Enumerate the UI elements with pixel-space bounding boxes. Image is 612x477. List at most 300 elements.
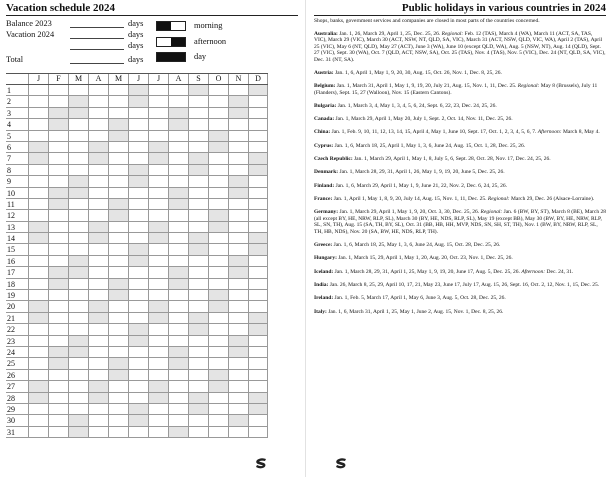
day-cell[interactable] (128, 85, 148, 95)
day-cell[interactable] (148, 415, 168, 425)
day-cell[interactable] (108, 256, 128, 266)
day-cell[interactable] (208, 210, 228, 220)
day-cell[interactable] (208, 404, 228, 414)
day-cell[interactable] (248, 415, 268, 425)
day-cell[interactable] (248, 210, 268, 220)
day-cell[interactable] (88, 415, 108, 425)
day-cell[interactable] (248, 267, 268, 277)
day-cell[interactable] (28, 108, 48, 118)
day-cell[interactable] (148, 347, 168, 357)
day-cell[interactable] (68, 404, 88, 414)
day-cell[interactable] (68, 119, 88, 129)
day-cell[interactable] (108, 267, 128, 277)
day-cell[interactable] (108, 119, 128, 129)
day-cell[interactable] (168, 336, 188, 346)
day-cell[interactable] (88, 267, 108, 277)
day-cell[interactable] (188, 153, 208, 163)
day-cell[interactable] (28, 96, 48, 106)
day-cell[interactable] (228, 96, 248, 106)
day-cell[interactable] (68, 336, 88, 346)
day-cell[interactable] (88, 85, 108, 95)
day-cell[interactable] (68, 427, 88, 437)
day-cell[interactable] (188, 347, 208, 357)
day-cell[interactable] (148, 153, 168, 163)
day-cell[interactable] (248, 96, 268, 106)
day-cell[interactable] (248, 301, 268, 311)
day-cell[interactable] (88, 119, 108, 129)
day-cell[interactable] (188, 108, 208, 118)
day-cell[interactable] (68, 393, 88, 403)
day-cell[interactable] (28, 336, 48, 346)
day-cell[interactable] (48, 358, 68, 368)
day-cell[interactable] (228, 199, 248, 209)
day-cell[interactable] (168, 119, 188, 129)
day-cell[interactable] (248, 279, 268, 289)
day-cell[interactable] (168, 404, 188, 414)
day-cell[interactable] (188, 427, 208, 437)
day-cell[interactable] (108, 404, 128, 414)
day-cell[interactable] (188, 256, 208, 266)
day-cell[interactable] (68, 301, 88, 311)
day-cell[interactable] (208, 415, 228, 425)
day-cell[interactable] (108, 358, 128, 368)
day-cell[interactable] (108, 85, 128, 95)
day-cell[interactable] (168, 233, 188, 243)
day-cell[interactable] (168, 96, 188, 106)
day-cell[interactable] (148, 290, 168, 300)
day-cell[interactable] (188, 119, 208, 129)
day-cell[interactable] (28, 313, 48, 323)
day-cell[interactable] (208, 131, 228, 141)
day-cell[interactable] (188, 96, 208, 106)
day-cell[interactable] (48, 301, 68, 311)
day-cell[interactable] (248, 108, 268, 118)
day-cell[interactable] (68, 85, 88, 95)
day-cell[interactable] (48, 347, 68, 357)
day-cell[interactable] (48, 244, 68, 254)
day-cell[interactable] (128, 176, 148, 186)
day-cell[interactable] (68, 199, 88, 209)
day-cell[interactable] (168, 313, 188, 323)
day-cell[interactable] (228, 131, 248, 141)
day-cell[interactable] (188, 85, 208, 95)
day-cell[interactable] (228, 244, 248, 254)
day-cell[interactable] (228, 336, 248, 346)
day-cell[interactable] (48, 370, 68, 380)
day-cell[interactable] (208, 85, 228, 95)
day-cell[interactable] (28, 233, 48, 243)
day-cell[interactable] (228, 176, 248, 186)
day-cell[interactable] (108, 313, 128, 323)
day-cell[interactable] (108, 153, 128, 163)
day-cell[interactable] (128, 165, 148, 175)
day-cell[interactable] (28, 290, 48, 300)
day-cell[interactable] (148, 358, 168, 368)
day-cell[interactable] (248, 381, 268, 391)
day-cell[interactable] (88, 142, 108, 152)
day-cell[interactable] (148, 324, 168, 334)
day-cell[interactable] (228, 142, 248, 152)
day-cell[interactable] (208, 393, 228, 403)
day-cell[interactable] (28, 370, 48, 380)
day-cell[interactable] (88, 165, 108, 175)
day-cell[interactable] (248, 290, 268, 300)
day-cell[interactable] (108, 393, 128, 403)
day-cell[interactable] (128, 324, 148, 334)
day-cell[interactable] (168, 279, 188, 289)
day-cell[interactable] (168, 347, 188, 357)
day-cell[interactable] (228, 427, 248, 437)
day-cell[interactable] (188, 131, 208, 141)
day-cell[interactable] (88, 393, 108, 403)
day-cell[interactable] (88, 290, 108, 300)
day-cell[interactable] (88, 404, 108, 414)
day-cell[interactable] (168, 222, 188, 232)
day-cell[interactable] (148, 142, 168, 152)
day-cell[interactable] (68, 244, 88, 254)
day-cell[interactable] (128, 153, 148, 163)
day-cell[interactable] (28, 256, 48, 266)
day-cell[interactable] (148, 210, 168, 220)
day-cell[interactable] (188, 244, 208, 254)
day-cell[interactable] (28, 415, 48, 425)
day-cell[interactable] (88, 96, 108, 106)
day-cell[interactable] (168, 267, 188, 277)
day-cell[interactable] (148, 131, 168, 141)
day-cell[interactable] (48, 313, 68, 323)
day-cell[interactable] (28, 210, 48, 220)
day-cell[interactable] (48, 199, 68, 209)
day-cell[interactable] (108, 176, 128, 186)
day-cell[interactable] (228, 279, 248, 289)
day-cell[interactable] (108, 301, 128, 311)
day-cell[interactable] (48, 153, 68, 163)
day-cell[interactable] (148, 96, 168, 106)
day-cell[interactable] (208, 427, 228, 437)
day-cell[interactable] (128, 404, 148, 414)
day-cell[interactable] (188, 290, 208, 300)
day-cell[interactable] (228, 301, 248, 311)
day-cell[interactable] (188, 381, 208, 391)
day-cell[interactable] (248, 347, 268, 357)
day-cell[interactable] (128, 222, 148, 232)
day-cell[interactable] (48, 290, 68, 300)
day-cell[interactable] (128, 279, 148, 289)
day-cell[interactable] (208, 290, 228, 300)
day-cell[interactable] (68, 347, 88, 357)
day-cell[interactable] (148, 165, 168, 175)
day-cell[interactable] (228, 188, 248, 198)
day-cell[interactable] (128, 336, 148, 346)
day-cell[interactable] (148, 381, 168, 391)
day-cell[interactable] (228, 381, 248, 391)
day-cell[interactable] (108, 244, 128, 254)
day-cell[interactable] (168, 324, 188, 334)
day-cell[interactable] (248, 222, 268, 232)
day-cell[interactable] (188, 370, 208, 380)
day-cell[interactable] (208, 336, 228, 346)
day-cell[interactable] (228, 393, 248, 403)
day-cell[interactable] (208, 233, 228, 243)
day-cell[interactable] (48, 267, 68, 277)
day-cell[interactable] (28, 427, 48, 437)
day-cell[interactable] (128, 119, 148, 129)
day-cell[interactable] (168, 153, 188, 163)
day-cell[interactable] (48, 381, 68, 391)
day-cell[interactable] (208, 96, 228, 106)
day-cell[interactable] (108, 222, 128, 232)
day-cell[interactable] (168, 256, 188, 266)
day-cell[interactable] (228, 290, 248, 300)
day-cell[interactable] (88, 153, 108, 163)
day-cell[interactable] (228, 233, 248, 243)
day-cell[interactable] (148, 222, 168, 232)
balance-entry-line[interactable] (70, 49, 124, 50)
day-cell[interactable] (28, 347, 48, 357)
day-cell[interactable] (228, 313, 248, 323)
day-cell[interactable] (128, 188, 148, 198)
day-cell[interactable] (88, 347, 108, 357)
balance-entry-line[interactable] (70, 27, 124, 28)
day-cell[interactable] (108, 188, 128, 198)
day-cell[interactable] (168, 244, 188, 254)
day-cell[interactable] (148, 279, 168, 289)
day-cell[interactable] (188, 199, 208, 209)
day-cell[interactable] (228, 370, 248, 380)
day-cell[interactable] (48, 188, 68, 198)
day-cell[interactable] (28, 85, 48, 95)
day-cell[interactable] (68, 358, 88, 368)
day-cell[interactable] (48, 96, 68, 106)
day-cell[interactable] (28, 244, 48, 254)
day-cell[interactable] (168, 199, 188, 209)
day-cell[interactable] (228, 85, 248, 95)
day-cell[interactable] (208, 199, 228, 209)
day-cell[interactable] (188, 279, 208, 289)
day-cell[interactable] (208, 347, 228, 357)
day-cell[interactable] (48, 85, 68, 95)
day-cell[interactable] (128, 142, 148, 152)
day-cell[interactable] (228, 256, 248, 266)
day-cell[interactable] (148, 85, 168, 95)
day-cell[interactable] (48, 336, 68, 346)
day-cell[interactable] (188, 336, 208, 346)
day-cell[interactable] (248, 153, 268, 163)
day-cell[interactable] (248, 324, 268, 334)
day-cell[interactable] (148, 199, 168, 209)
day-cell[interactable] (208, 222, 228, 232)
day-cell[interactable] (68, 324, 88, 334)
day-cell[interactable] (188, 358, 208, 368)
day-cell[interactable] (168, 301, 188, 311)
day-cell[interactable] (48, 119, 68, 129)
day-cell[interactable] (28, 199, 48, 209)
day-cell[interactable] (128, 199, 148, 209)
day-cell[interactable] (148, 233, 168, 243)
day-cell[interactable] (188, 267, 208, 277)
day-cell[interactable] (28, 393, 48, 403)
day-cell[interactable] (68, 210, 88, 220)
day-cell[interactable] (228, 404, 248, 414)
day-cell[interactable] (208, 165, 228, 175)
day-cell[interactable] (228, 165, 248, 175)
day-cell[interactable] (248, 233, 268, 243)
day-cell[interactable] (108, 165, 128, 175)
day-cell[interactable] (208, 324, 228, 334)
day-cell[interactable] (108, 347, 128, 357)
day-cell[interactable] (128, 313, 148, 323)
day-cell[interactable] (28, 165, 48, 175)
day-cell[interactable] (248, 427, 268, 437)
day-cell[interactable] (28, 142, 48, 152)
day-cell[interactable] (68, 153, 88, 163)
day-cell[interactable] (248, 188, 268, 198)
day-cell[interactable] (168, 210, 188, 220)
day-cell[interactable] (128, 108, 148, 118)
day-cell[interactable] (28, 404, 48, 414)
day-cell[interactable] (128, 381, 148, 391)
day-cell[interactable] (188, 233, 208, 243)
day-cell[interactable] (48, 256, 68, 266)
day-cell[interactable] (208, 301, 228, 311)
day-cell[interactable] (88, 210, 108, 220)
day-cell[interactable] (128, 267, 148, 277)
day-cell[interactable] (128, 358, 148, 368)
day-cell[interactable] (248, 393, 268, 403)
day-cell[interactable] (148, 336, 168, 346)
day-cell[interactable] (168, 85, 188, 95)
day-cell[interactable] (128, 96, 148, 106)
day-cell[interactable] (248, 336, 268, 346)
day-cell[interactable] (228, 119, 248, 129)
day-cell[interactable] (128, 131, 148, 141)
day-cell[interactable] (148, 370, 168, 380)
day-cell[interactable] (228, 324, 248, 334)
day-cell[interactable] (88, 301, 108, 311)
day-cell[interactable] (48, 108, 68, 118)
day-cell[interactable] (248, 199, 268, 209)
day-cell[interactable] (248, 244, 268, 254)
day-cell[interactable] (108, 324, 128, 334)
day-cell[interactable] (28, 131, 48, 141)
day-cell[interactable] (68, 131, 88, 141)
day-cell[interactable] (68, 108, 88, 118)
day-cell[interactable] (148, 256, 168, 266)
day-cell[interactable] (188, 188, 208, 198)
day-cell[interactable] (88, 131, 108, 141)
day-cell[interactable] (108, 210, 128, 220)
day-cell[interactable] (88, 336, 108, 346)
day-cell[interactable] (68, 188, 88, 198)
day-cell[interactable] (188, 222, 208, 232)
day-cell[interactable] (248, 85, 268, 95)
day-cell[interactable] (208, 108, 228, 118)
day-cell[interactable] (108, 415, 128, 425)
day-cell[interactable] (108, 336, 128, 346)
day-cell[interactable] (248, 176, 268, 186)
day-cell[interactable] (88, 188, 108, 198)
day-cell[interactable] (208, 176, 228, 186)
day-cell[interactable] (208, 267, 228, 277)
day-cell[interactable] (248, 165, 268, 175)
day-cell[interactable] (108, 233, 128, 243)
day-cell[interactable] (208, 370, 228, 380)
day-cell[interactable] (228, 415, 248, 425)
day-cell[interactable] (208, 381, 228, 391)
day-cell[interactable] (128, 347, 148, 357)
day-cell[interactable] (28, 279, 48, 289)
day-cell[interactable] (148, 313, 168, 323)
day-cell[interactable] (248, 404, 268, 414)
day-cell[interactable] (68, 142, 88, 152)
balance-entry-line[interactable] (70, 63, 124, 64)
day-cell[interactable] (88, 358, 108, 368)
day-cell[interactable] (68, 313, 88, 323)
day-cell[interactable] (188, 142, 208, 152)
day-cell[interactable] (188, 176, 208, 186)
day-cell[interactable] (128, 393, 148, 403)
day-cell[interactable] (68, 233, 88, 243)
balance-entry-line[interactable] (70, 38, 124, 39)
day-cell[interactable] (28, 358, 48, 368)
day-cell[interactable] (228, 358, 248, 368)
day-cell[interactable] (128, 301, 148, 311)
day-cell[interactable] (228, 153, 248, 163)
day-cell[interactable] (188, 393, 208, 403)
day-cell[interactable] (108, 427, 128, 437)
day-cell[interactable] (68, 222, 88, 232)
day-cell[interactable] (108, 96, 128, 106)
day-cell[interactable] (128, 256, 148, 266)
day-cell[interactable] (108, 370, 128, 380)
day-cell[interactable] (68, 370, 88, 380)
day-cell[interactable] (88, 244, 108, 254)
day-cell[interactable] (248, 358, 268, 368)
day-cell[interactable] (248, 131, 268, 141)
day-cell[interactable] (128, 415, 148, 425)
day-cell[interactable] (88, 199, 108, 209)
day-cell[interactable] (28, 188, 48, 198)
day-cell[interactable] (148, 119, 168, 129)
day-cell[interactable] (88, 108, 108, 118)
day-cell[interactable] (128, 427, 148, 437)
day-cell[interactable] (128, 244, 148, 254)
day-cell[interactable] (188, 210, 208, 220)
day-cell[interactable] (68, 96, 88, 106)
day-cell[interactable] (68, 165, 88, 175)
day-cell[interactable] (228, 210, 248, 220)
day-cell[interactable] (168, 427, 188, 437)
day-cell[interactable] (88, 427, 108, 437)
day-cell[interactable] (148, 108, 168, 118)
day-cell[interactable] (188, 324, 208, 334)
day-cell[interactable] (168, 370, 188, 380)
day-cell[interactable] (248, 370, 268, 380)
day-cell[interactable] (208, 119, 228, 129)
day-cell[interactable] (68, 176, 88, 186)
day-cell[interactable] (228, 267, 248, 277)
day-cell[interactable] (108, 290, 128, 300)
day-cell[interactable] (88, 256, 108, 266)
day-cell[interactable] (108, 142, 128, 152)
day-cell[interactable] (108, 279, 128, 289)
day-cell[interactable] (28, 153, 48, 163)
day-cell[interactable] (208, 153, 228, 163)
day-cell[interactable] (108, 131, 128, 141)
day-cell[interactable] (128, 290, 148, 300)
day-cell[interactable] (248, 256, 268, 266)
day-cell[interactable] (148, 267, 168, 277)
